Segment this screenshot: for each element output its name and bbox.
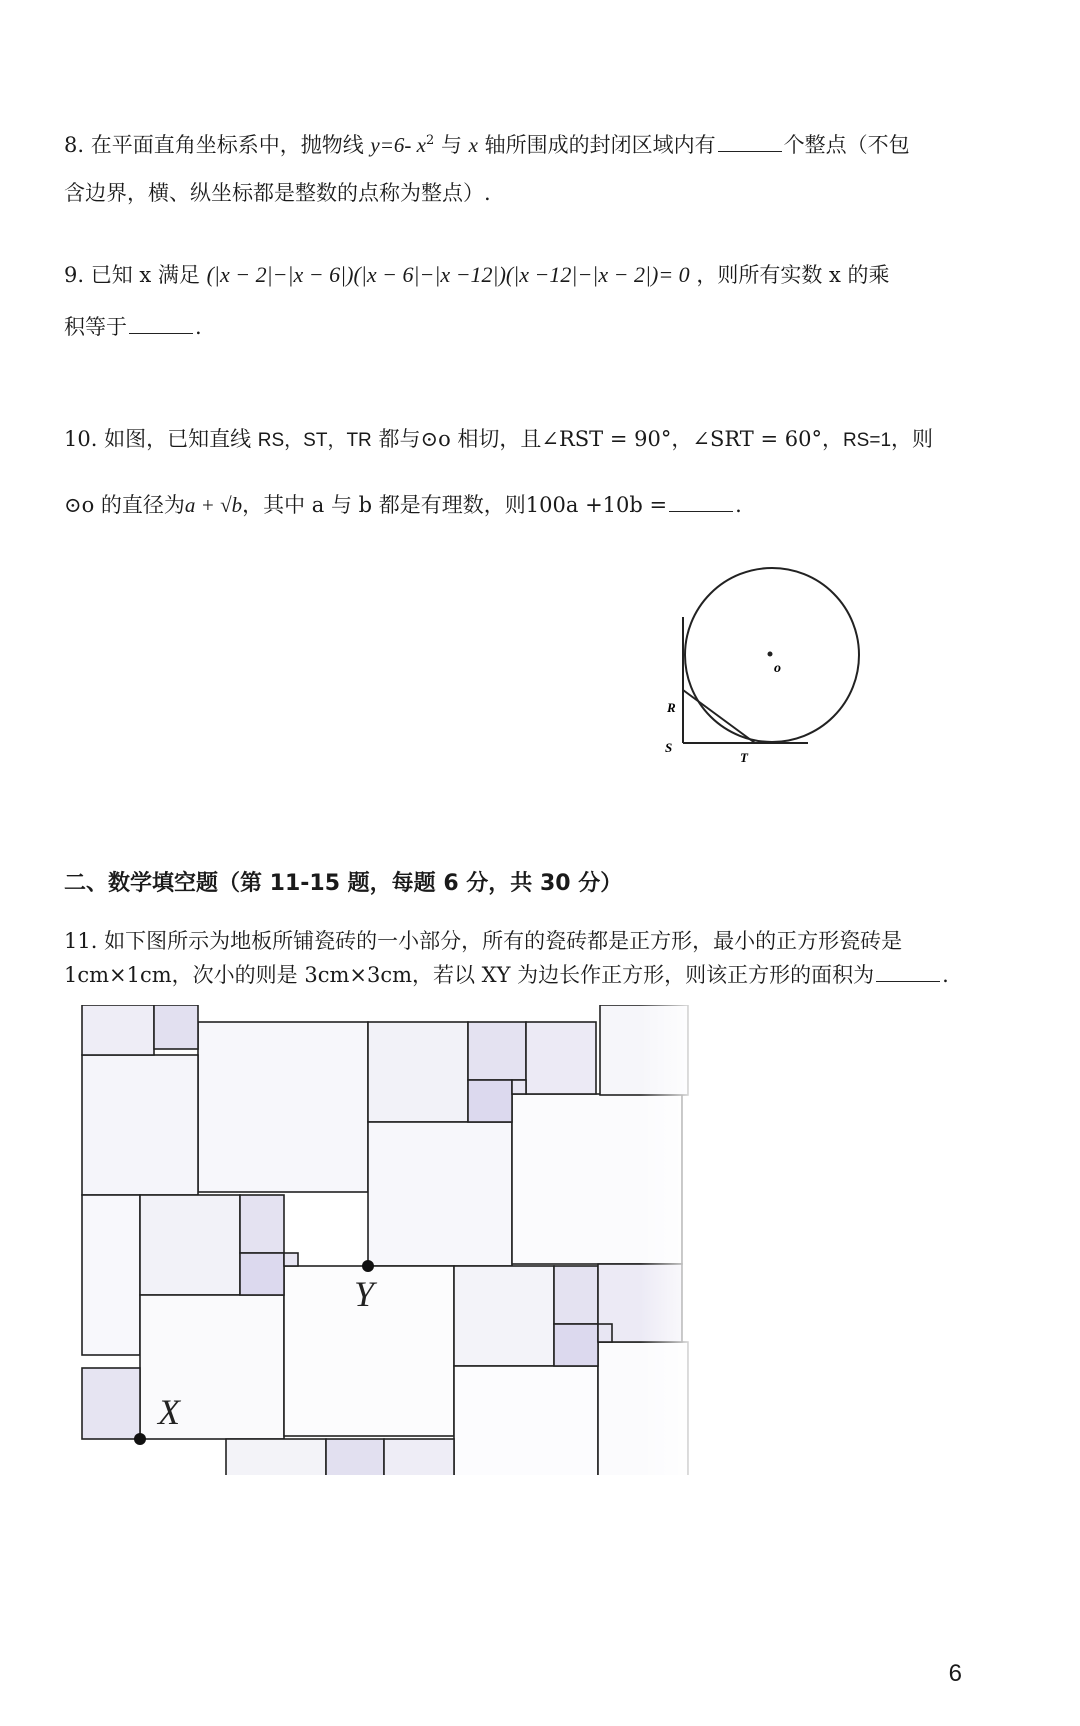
label-t: T bbox=[740, 750, 748, 765]
label-x: X bbox=[158, 1392, 180, 1432]
q10-line1 bbox=[64, 424, 933, 456]
q11-tiling-figure bbox=[80, 1005, 700, 1475]
q8-text: 8. 在平面直角坐标系中，抛物线 bbox=[64, 133, 364, 157]
q10-text-2b: ，其中 a 与 b 都是有理数，则100a +10b = bbox=[242, 493, 668, 517]
q10-text-2: ⊙o 的直径为 bbox=[64, 493, 185, 517]
q8-text-d: 个整点（不包 bbox=[783, 133, 910, 157]
q8-line1 bbox=[64, 126, 910, 160]
q8-text-c: 轴所围成的封闭区域内有 bbox=[484, 133, 716, 157]
center-dot bbox=[768, 652, 773, 657]
q8-answer-blank[interactable] bbox=[718, 133, 782, 152]
q10-answer-blank[interactable] bbox=[669, 493, 733, 512]
section-title: 二、数学填空题（第 11-15 题，每题 6 分，共 30 分） bbox=[64, 871, 623, 896]
q11-answer-blank[interactable] bbox=[876, 963, 940, 982]
q10-text-b: 都与⊙o 相切，且∠RST = 90°，∠SRT = 60°， bbox=[378, 427, 843, 451]
point-y bbox=[362, 1260, 374, 1272]
q9-line2: 积等于 . bbox=[64, 315, 202, 339]
q8-line2: 含边界，横、纵坐标都是整数的点称为整点）. bbox=[64, 181, 491, 205]
label-s: S bbox=[665, 740, 673, 755]
page-number: 6 bbox=[948, 1660, 962, 1687]
label-o: o bbox=[774, 661, 781, 676]
q10-rs: RS=1 bbox=[842, 430, 892, 451]
q9-equation: (|x − 2|−|x − 6|)(|x − 6|−|x −12|)(|x −12|−|x − 2|)= 0 bbox=[206, 262, 690, 287]
q11-line2: 1cm×1cm，次小的则是 3cm×3cm，若以 XY 为边长作正方形，则该正方形的面积为 . bbox=[64, 963, 949, 987]
q8-var: x bbox=[468, 133, 478, 157]
q9-text: 9. 已知 x 满足 bbox=[64, 263, 200, 287]
point-x bbox=[134, 1433, 146, 1445]
q9-answer-blank[interactable] bbox=[129, 315, 193, 334]
q10-expr: a + √b bbox=[184, 493, 243, 517]
label-r: R bbox=[667, 700, 676, 715]
q10-figure bbox=[650, 550, 870, 770]
q10-text-c: ，则 bbox=[891, 427, 934, 451]
line-tr bbox=[683, 690, 755, 743]
q9-line1 bbox=[64, 260, 890, 290]
q10-lines: RS，ST，TR bbox=[257, 430, 372, 451]
q9-text-b: ，则所有实数 x 的乘 bbox=[696, 263, 890, 287]
q10-line2: ⊙o 的直径为a + √b，其中 a 与 b 都是有理数，则100a +10b = . bbox=[64, 493, 742, 517]
q11-line1: 11. 如下图所示为地板所铺瓷砖的一小部分，所有的瓷砖都是正方形，最小的正方形瓷砖是 bbox=[64, 929, 903, 953]
q8-formula: y=6- x bbox=[370, 133, 426, 157]
q9-text-2: 积等于 bbox=[64, 315, 127, 339]
q10-text: 10. 如图，已知直线 bbox=[64, 427, 252, 451]
label-y: Y bbox=[354, 1274, 375, 1314]
q11-text-2: 1cm×1cm，次小的则是 3cm×3cm，若以 XY 为边长作正方形，则该正方形的面积为 bbox=[64, 963, 875, 987]
q8-text-b: 与 bbox=[440, 133, 462, 157]
q8-exponent: 2 bbox=[425, 133, 435, 148]
